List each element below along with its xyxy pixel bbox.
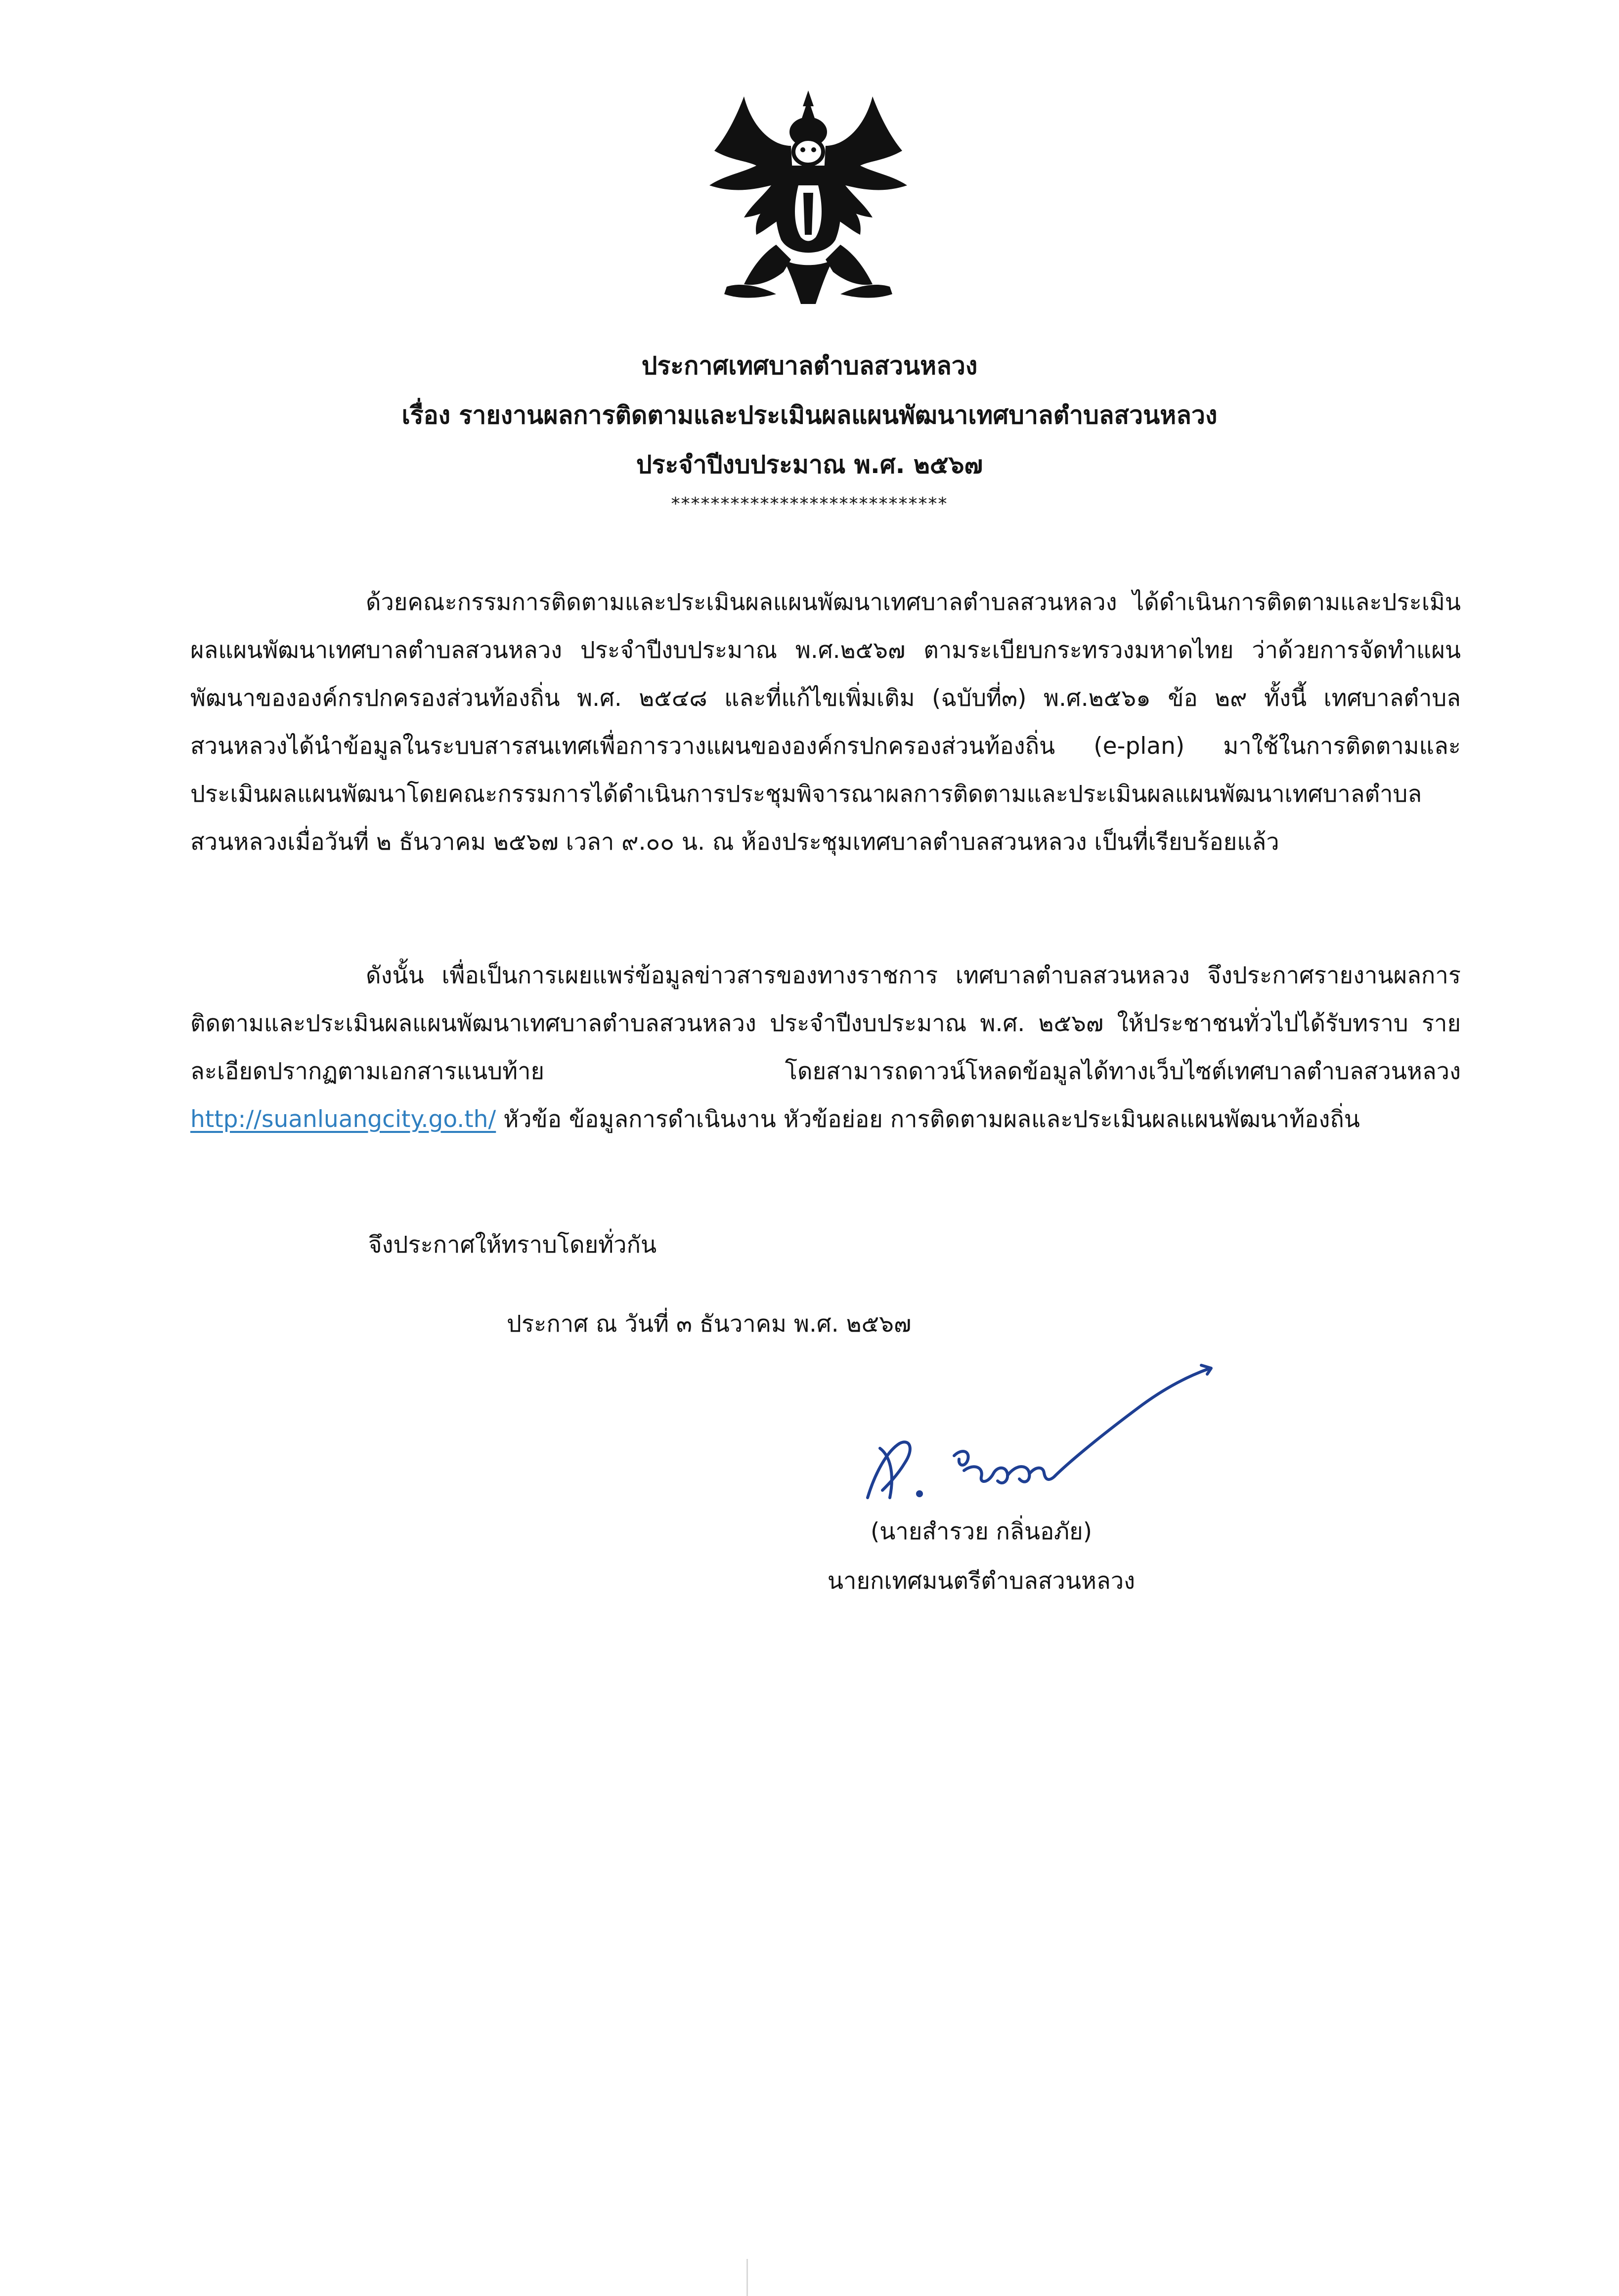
paragraph-2 (190, 952, 1461, 1143)
fiscal-year-line: ประจำปีงบประมาณ พ.ศ. ๒๕๖๗ (636, 450, 983, 479)
announce-date: ประกาศ ณ วันที่ ๓ ธันวาคม พ.ศ. ๒๕๖๗ (507, 1310, 912, 1338)
body-section-1 (190, 578, 1461, 866)
signer-title: นายกเทศมนตรีตำบลสวนหลวง (827, 1567, 1136, 1595)
website-link[interactable]: http://suanluangcity.go.th/ (190, 1106, 496, 1133)
announcement-header (0, 341, 1619, 519)
body-section-2 (190, 952, 1461, 1143)
garuda-emblem-icon (697, 87, 919, 314)
closing-line: จึงประกาศให้ทราบโดยทั่วกัน (368, 1231, 657, 1258)
paragraph-2-tail: หัวข้อ ข้อมูลการดำเนินงาน หัวข้อย่อย การติดตามผลและประเมินผลแผนพัฒนาท้องถิ่น (496, 1106, 1360, 1133)
org-title: ประกาศเทศบาลตำบลสวนหลวง (641, 351, 978, 380)
handwritten-signature (840, 1349, 1226, 1513)
signer-name: (นายสำรวย กลิ่นอภัย) (870, 1518, 1093, 1545)
subject-line: เรื่อง รายงานผลการติดตามและประเมินผลแผนพัฒนาเทศบาลตำบลสวนหลวง (401, 401, 1218, 430)
paragraph-2-text: ดังนั้น เพื่อเป็นการเผยแพร่ข้อมูลข่าวสารของทางราชการ เทศบาลตำบลสวนหลวง จึงประกาศรายงานผลการติดตามและประเมินผลแผนพัฒนาเทศบาลตำบลสวนหลวง ประจำปีงบประมาณ พ.ศ. ๒๕๖๗ ให้ประชาชนทั่วไปได้รับทราบ รายละเอียดปรากฏตามเอกสารแนบท้าย โดยสามารถดาวน์โหลดข้อมูลได้ทางเว็บไซต์เทศบาลตำบลสวนหลวง (190, 962, 1461, 1085)
separator-stars: **************************** (671, 494, 948, 514)
paragraph-1: ด้วยคณะกรรมการติดตามและประเมินผลแผนพัฒนาเทศบาลตำบลสวนหลวง ได้ดำเนินการติดตามและประเมินผลแผนพัฒนาเทศบาลตำบลสวนหลวง ประจำปีงบประมาณ พ.ศ.๒๕๖๗ ตามระเบียบกระทรวงมหาดไทย ว่าด้วยการจัดทำแผนพัฒนาขององค์กรปกครองส่วนท้องถิ่น พ.ศ. ๒๕๔๘ และที่แก้ไขเพิ่มเติม (ฉบับที่๓) พ.ศ.๒๕๖๑ ข้อ ๒๙ ทั้งนี้ เทศบาลตำบลสวนหลวงได้นำข้อมูลในระบบสารสนเทศเพื่อการวางแผนขององค์กรปกครองส่วนท้องถิ่น (e-plan) มาใช้ในการติดตามและประเมินผลแผนพัฒนาโดยคณะกรรมการได้ดำเนินการประชุมพิจารณาผลการติดตามและประเมินผลแผนพัฒนาเทศบาลตำบลสวนหลวงเมื่อวันที่ ๒ ธันวาคม ๒๕๖๗ เวลา ๙.๐๐ น. ณ ห้องประชุมเทศบาลตำบลสวนหลวง เป็นที่เรียบร้อยแล้ว (190, 589, 1461, 856)
scan-mark (746, 2259, 748, 2296)
